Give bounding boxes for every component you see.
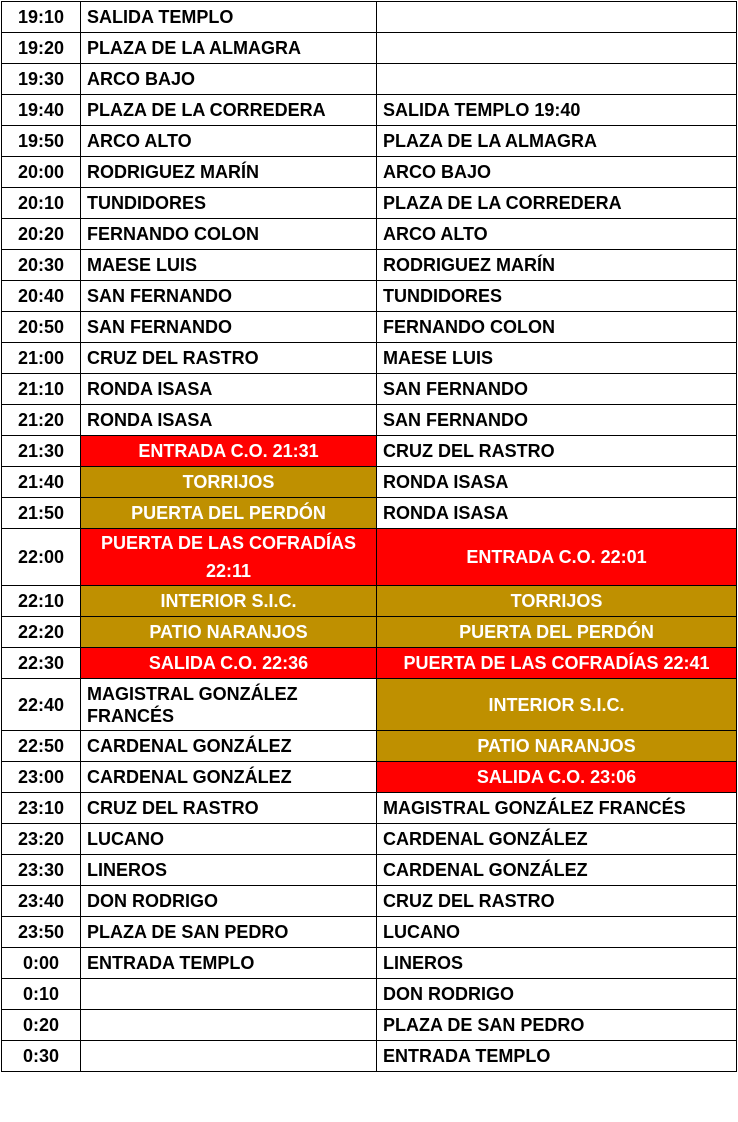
schedule-row (2, 467, 737, 498)
schedule-row (2, 617, 737, 648)
route-cell-second: PUERTA DE LAS COFRADÍAS 22:41 (377, 648, 737, 679)
route-cell-first: PLAZA DE LA ALMAGRA (81, 33, 377, 64)
time-cell: 22:20 (2, 617, 81, 648)
schedule-row (2, 374, 737, 405)
time-cell: 20:50 (2, 312, 81, 343)
schedule-row (2, 731, 737, 762)
time-cell: 19:10 (2, 2, 81, 33)
route-cell-first: FERNANDO COLON (81, 219, 377, 250)
time-cell: 19:50 (2, 126, 81, 157)
schedule-body (2, 2, 737, 1072)
time-cell: 19:40 (2, 95, 81, 126)
route-cell-first: INTERIOR S.I.C. (81, 586, 377, 617)
route-cell-first: PUERTA DE LAS COFRADÍAS 22:11 (81, 529, 377, 586)
schedule-row (2, 188, 737, 219)
route-cell-first: SAN FERNANDO (81, 312, 377, 343)
route-cell-second: CARDENAL GONZÁLEZ (377, 824, 737, 855)
route-cell-second: PLAZA DE LA CORREDERA (377, 188, 737, 219)
time-cell: 22:00 (2, 529, 81, 586)
route-cell-first: CRUZ DEL RASTRO (81, 343, 377, 374)
route-cell-first: SAN FERNANDO (81, 281, 377, 312)
time-cell: 21:10 (2, 374, 81, 405)
route-cell-first: LINEROS (81, 855, 377, 886)
route-cell-first: ARCO ALTO (81, 126, 377, 157)
route-cell-first: ARCO BAJO (81, 64, 377, 95)
route-cell-second (377, 64, 737, 95)
time-cell: 23:50 (2, 917, 81, 948)
schedule-row (2, 343, 737, 374)
time-cell: 21:00 (2, 343, 81, 374)
schedule-row (2, 95, 737, 126)
route-cell-second (377, 33, 737, 64)
time-cell: 19:30 (2, 64, 81, 95)
route-cell-first: MAESE LUIS (81, 250, 377, 281)
time-cell: 20:40 (2, 281, 81, 312)
route-cell-second (377, 2, 737, 33)
route-cell-second: PUERTA DEL PERDÓN (377, 617, 737, 648)
route-cell-first: TORRIJOS (81, 467, 377, 498)
route-cell-first (81, 979, 377, 1010)
route-cell-second: TUNDIDORES (377, 281, 737, 312)
time-cell: 21:40 (2, 467, 81, 498)
route-cell-second: CRUZ DEL RASTRO (377, 886, 737, 917)
route-cell-second: SAN FERNANDO (377, 374, 737, 405)
schedule-row (2, 436, 737, 467)
time-cell: 0:00 (2, 948, 81, 979)
route-cell-second: ARCO BAJO (377, 157, 737, 188)
route-cell-first: PUERTA DEL PERDÓN (81, 498, 377, 529)
route-cell-first: CARDENAL GONZÁLEZ (81, 731, 377, 762)
schedule-row (2, 64, 737, 95)
schedule-row (2, 948, 737, 979)
schedule-row (2, 762, 737, 793)
route-cell-first: RONDA ISASA (81, 405, 377, 436)
route-cell-first: DON RODRIGO (81, 886, 377, 917)
schedule-row (2, 33, 737, 64)
schedule-row (2, 1010, 737, 1041)
time-cell: 23:00 (2, 762, 81, 793)
route-cell-second: RODRIGUEZ MARÍN (377, 250, 737, 281)
schedule-row (2, 2, 737, 33)
time-cell: 22:50 (2, 731, 81, 762)
schedule-row (2, 126, 737, 157)
schedule-row (2, 793, 737, 824)
schedule-row (2, 917, 737, 948)
route-cell-second: TORRIJOS (377, 586, 737, 617)
schedule-row (2, 281, 737, 312)
schedule-row (2, 157, 737, 188)
route-cell-second: CRUZ DEL RASTRO (377, 436, 737, 467)
schedule-row (2, 250, 737, 281)
time-cell: 22:40 (2, 679, 81, 731)
schedule-row (2, 979, 737, 1010)
time-cell: 19:20 (2, 33, 81, 64)
schedule-row (2, 405, 737, 436)
route-cell-second: LINEROS (377, 948, 737, 979)
route-cell-second: INTERIOR S.I.C. (377, 679, 737, 731)
route-cell-first: RODRIGUEZ MARÍN (81, 157, 377, 188)
schedule-row (2, 312, 737, 343)
time-cell: 23:30 (2, 855, 81, 886)
route-cell-second: SAN FERNANDO (377, 405, 737, 436)
time-cell: 23:40 (2, 886, 81, 917)
time-cell: 21:50 (2, 498, 81, 529)
route-cell-second: SALIDA TEMPLO 19:40 (377, 95, 737, 126)
route-cell-first: ENTRADA C.O. 21:31 (81, 436, 377, 467)
route-cell-first: TUNDIDORES (81, 188, 377, 219)
schedule-row (2, 529, 737, 586)
schedule-row (2, 1041, 737, 1072)
route-cell-first (81, 1010, 377, 1041)
route-cell-first: MAGISTRAL GONZÁLEZ FRANCÉS (81, 679, 377, 731)
route-cell-second: SALIDA C.O. 23:06 (377, 762, 737, 793)
route-cell-second: LUCANO (377, 917, 737, 948)
route-cell-first: LUCANO (81, 824, 377, 855)
time-cell: 20:30 (2, 250, 81, 281)
time-cell: 23:10 (2, 793, 81, 824)
schedule-row (2, 219, 737, 250)
time-cell: 0:30 (2, 1041, 81, 1072)
route-cell-first: RONDA ISASA (81, 374, 377, 405)
route-cell-second: CARDENAL GONZÁLEZ (377, 855, 737, 886)
route-cell-second: PLAZA DE SAN PEDRO (377, 1010, 737, 1041)
time-cell: 20:20 (2, 219, 81, 250)
time-cell: 20:00 (2, 157, 81, 188)
time-cell: 23:20 (2, 824, 81, 855)
route-cell-second: ARCO ALTO (377, 219, 737, 250)
route-cell-second: PLAZA DE LA ALMAGRA (377, 126, 737, 157)
route-cell-first: PATIO NARANJOS (81, 617, 377, 648)
time-cell: 22:10 (2, 586, 81, 617)
time-cell: 21:20 (2, 405, 81, 436)
schedule-row (2, 498, 737, 529)
time-cell: 22:30 (2, 648, 81, 679)
time-cell: 21:30 (2, 436, 81, 467)
route-cell-first (81, 1041, 377, 1072)
route-cell-second: FERNANDO COLON (377, 312, 737, 343)
schedule-row (2, 648, 737, 679)
route-cell-second: MAESE LUIS (377, 343, 737, 374)
schedule-row (2, 824, 737, 855)
schedule-row (2, 679, 737, 731)
route-cell-first: CRUZ DEL RASTRO (81, 793, 377, 824)
route-cell-second: ENTRADA TEMPLO (377, 1041, 737, 1072)
route-cell-second: DON RODRIGO (377, 979, 737, 1010)
schedule-table (1, 1, 737, 1072)
route-cell-second: RONDA ISASA (377, 498, 737, 529)
route-cell-first: PLAZA DE SAN PEDRO (81, 917, 377, 948)
route-cell-first: ENTRADA TEMPLO (81, 948, 377, 979)
time-cell: 20:10 (2, 188, 81, 219)
route-cell-second: RONDA ISASA (377, 467, 737, 498)
schedule-row (2, 886, 737, 917)
route-cell-second: MAGISTRAL GONZÁLEZ FRANCÉS (377, 793, 737, 824)
schedule-row (2, 855, 737, 886)
route-cell-first: CARDENAL GONZÁLEZ (81, 762, 377, 793)
time-cell: 0:20 (2, 1010, 81, 1041)
time-cell: 0:10 (2, 979, 81, 1010)
schedule-row (2, 586, 737, 617)
route-cell-first: SALIDA TEMPLO (81, 2, 377, 33)
route-cell-second: ENTRADA C.O. 22:01 (377, 529, 737, 586)
route-cell-first: SALIDA C.O. 22:36 (81, 648, 377, 679)
route-cell-first: PLAZA DE LA CORREDERA (81, 95, 377, 126)
route-cell-second: PATIO NARANJOS (377, 731, 737, 762)
